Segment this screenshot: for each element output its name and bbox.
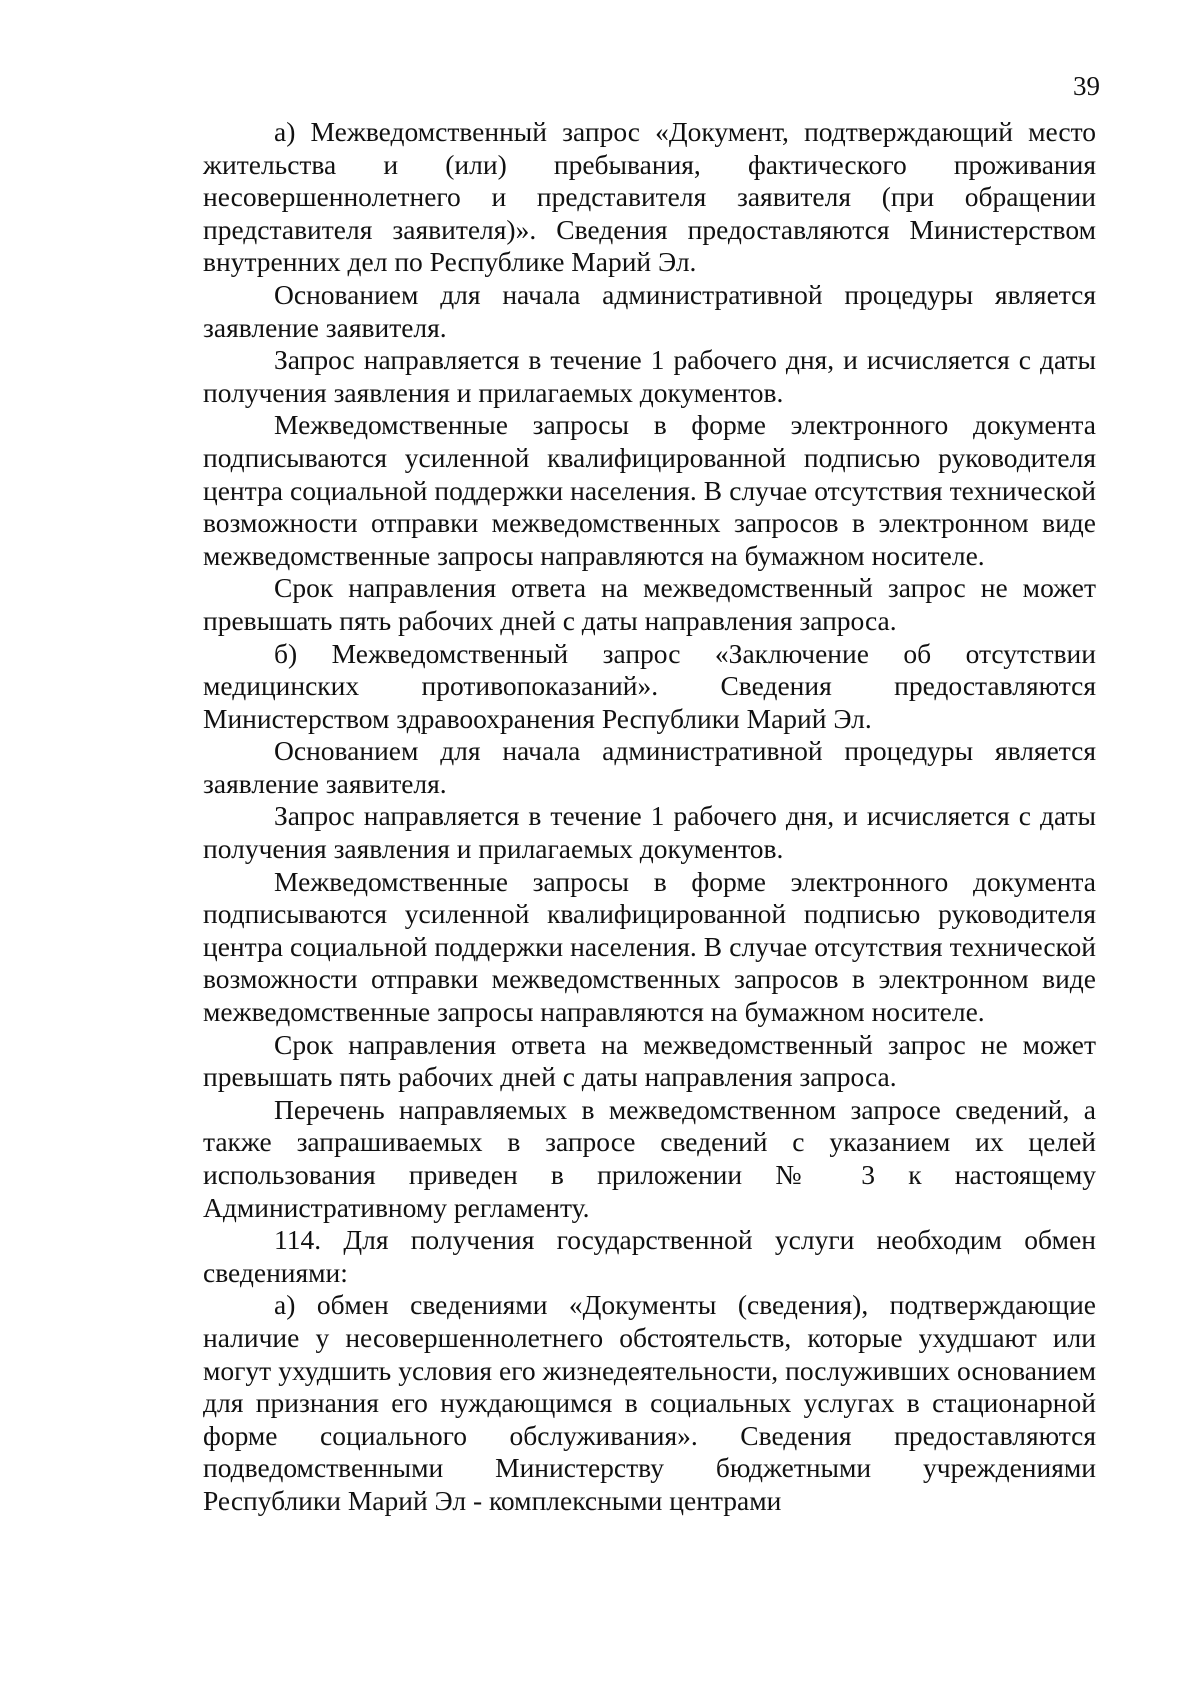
page-number: 39 — [1073, 71, 1100, 101]
paragraph-5: Срок направления ответа на межведомственный запрос не может превышать пять рабочих дней с даты направления запроса. — [203, 572, 1096, 636]
paragraph-4: Межведомственные запросы в форме электронного документа подписываются усиленной квалифицированной подписью руководителя центра социальной поддержки населения. В случае отсутствия технической возможности отправки межведомственных запросов в электронном виде межведомственные запросы направляются на бумажном носителе. — [203, 409, 1096, 571]
paragraph-12: 114. Для получения государственной услуги необходим обмен сведениями: — [203, 1224, 1096, 1288]
paragraph-13: а) обмен сведениями «Документы (сведения), подтверждающие наличие у несовершеннолетнего обстоятельств, которые ухудшают или могут ухудшить условия его жизнедеятельности, послуживших основанием для признания его нуждающимся в социальных услугах в стационарной форме социального обслуживания». Сведения предоставляются подведомственными Министерству бюджетными учреждениями Республики Марий Эл - комплексными центрами — [203, 1289, 1096, 1516]
paragraph-11: Перечень направляемых в межведомственном запросе сведений, а также запрашиваемых в запросе сведений с указанием их целей использования приведен в приложении № 3 к настоящему Административному регламенту. — [203, 1093, 1096, 1223]
paragraph-6: б) Межведомственный запрос «Заключение об отсутствии медицинских противопоказаний». Сведения предоставляются Министерством здравоохранения Республики Марий Эл. — [203, 637, 1096, 734]
paragraph-10: Срок направления ответа на межведомственный запрос не может превышать пять рабочих дней с даты направления запроса. — [203, 1028, 1096, 1093]
paragraph-3: Запрос направляется в течение 1 рабочего дня, и исчисляется с даты получения заявления и прилагаемых документов. — [203, 344, 1096, 408]
paragraph-1: а) Межведомственный запрос «Документ, подтверждающий место жительства и (или) пребывания, фактического проживания несовершеннолетнего и представителя заявителя (при обращении представителя заявителя)». Сведения предоставляются Министерством внутренних дел по Республике Марий Эл. — [203, 116, 1096, 278]
document-body — [203, 116, 1096, 1518]
paragraph-8: Запрос направляется в течение 1 рабочего дня, и исчисляется с даты получения заявления и прилагаемых документов. — [203, 800, 1096, 865]
paragraph-9: Межведомственные запросы в форме электронного документа подписываются усиленной квалифицированной подписью руководителя центра социальной поддержки населения. В случае отсутствия технической возможности отправки межведомственных запросов в электронном виде межведомственные запросы направляются на бумажном носителе. — [203, 865, 1096, 1028]
paragraph-7: Основанием для начала административной процедуры является заявление заявителя. — [203, 735, 1096, 799]
paragraph-2: Основанием для начала административной процедуры является заявление заявителя. — [203, 278, 1096, 343]
